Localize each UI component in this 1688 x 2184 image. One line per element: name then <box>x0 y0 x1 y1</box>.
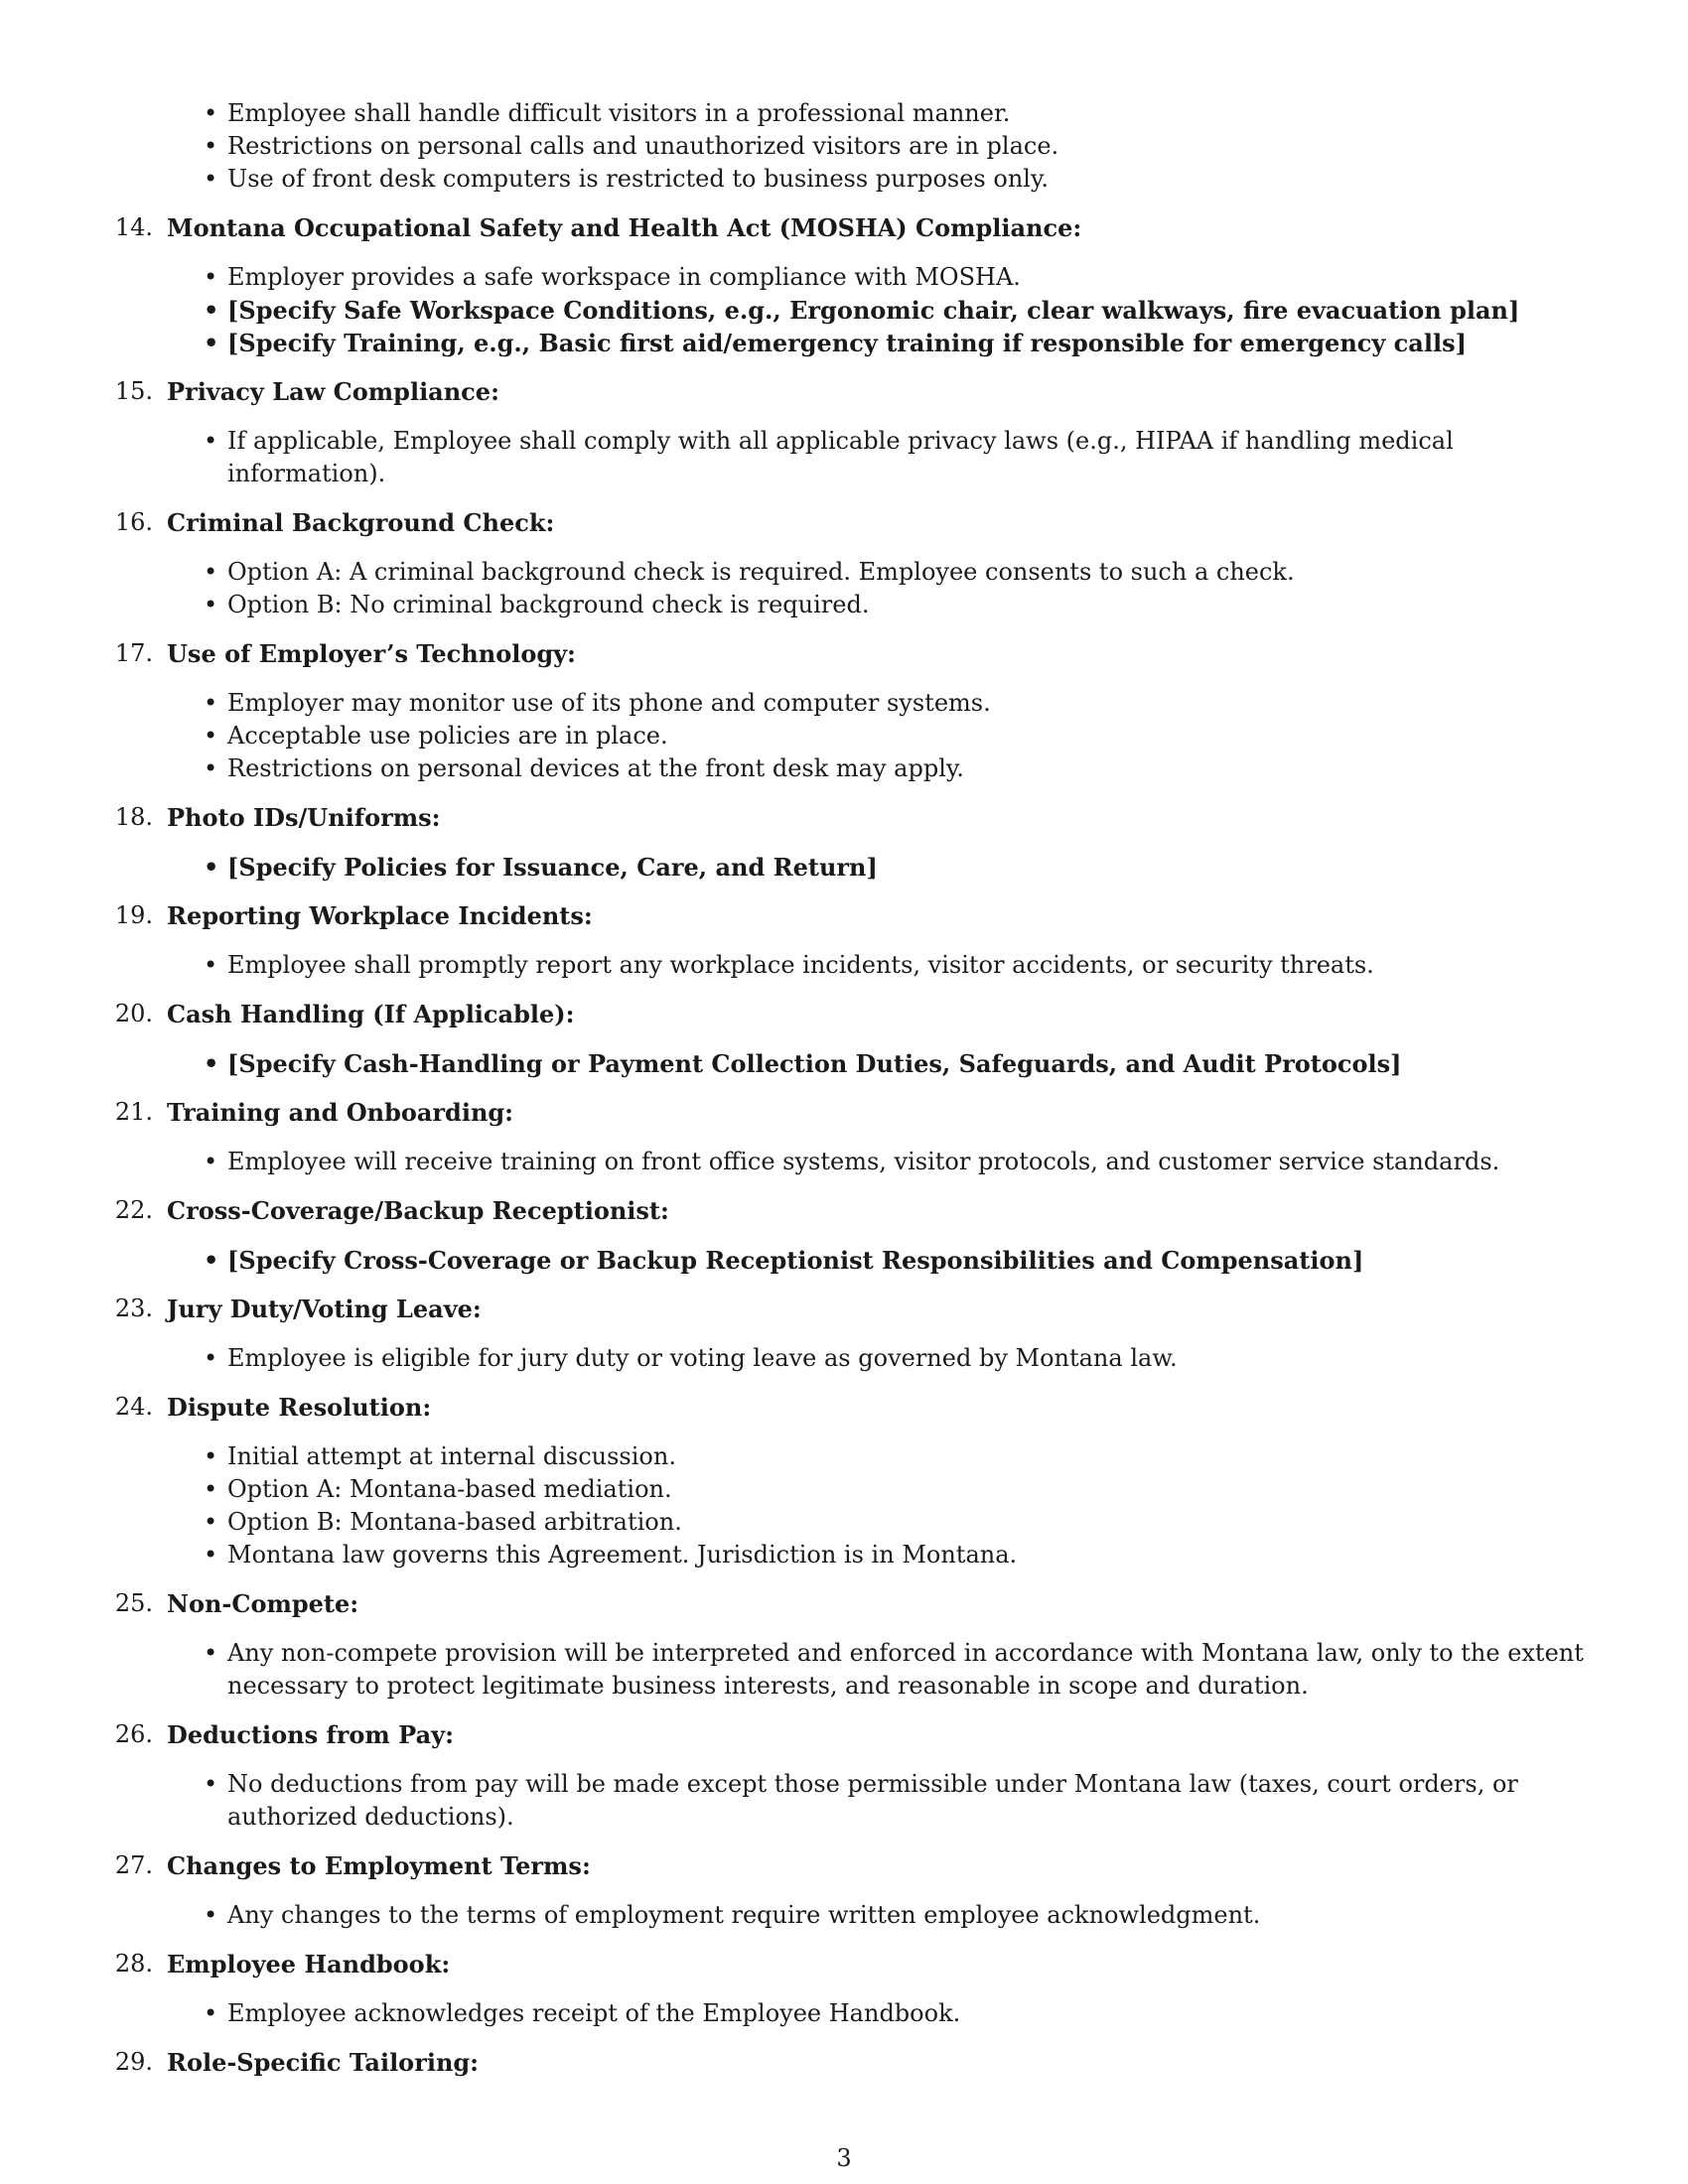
list-item: • Option A: A criminal background check is required. Employee consents to such a check. <box>227 556 1599 589</box>
list-item: • Employee is eligible for jury duty or voting leave as governed by Montana law. <box>227 1342 1599 1375</box>
section-number: 28. <box>114 1950 153 1978</box>
section-title: Privacy Law Compliance: <box>167 377 499 406</box>
section-bullets <box>111 425 1599 490</box>
list-item: • Employer may monitor use of its phone and computer systems. <box>227 687 1599 720</box>
section-bullets <box>111 556 1599 621</box>
section-title: Cash Handling (If Applicable): <box>167 1000 575 1028</box>
section-17 <box>111 637 1599 785</box>
section-bullets <box>111 851 1599 884</box>
section-number: 29. <box>114 2048 153 2076</box>
section-29 <box>111 2046 1599 2079</box>
section-21 <box>111 1096 1599 1178</box>
section-title: Photo IDs/Uniforms: <box>167 803 441 832</box>
list-item: • Use of front desk computers is restricted to business purposes only. <box>227 163 1599 196</box>
section-title: Use of Employer’s Technology: <box>167 639 576 668</box>
section-bullets <box>111 949 1599 982</box>
section-heading <box>111 1718 1599 1751</box>
section-number: 22. <box>114 1196 153 1224</box>
document-body <box>111 97 1599 2079</box>
list-item: • Employee acknowledges receipt of the Employee Handbook. <box>227 1997 1599 2030</box>
section-24 <box>111 1391 1599 1571</box>
section-number: 21. <box>114 1098 153 1126</box>
list-item: • If applicable, Employee shall comply with all applicable privacy laws (e.g., HIPAA if handling medical information). <box>227 425 1599 490</box>
section-heading <box>111 801 1599 834</box>
section-title: Reporting Workplace Incidents: <box>167 901 593 930</box>
list-item: • Option B: Montana-based arbitration. <box>227 1506 1599 1539</box>
placeholder-item: • [Specify Safe Workspace Conditions, e.g., Ergonomic chair, clear walkways, fire evacuation plan] <box>227 294 1599 327</box>
section-number: 24. <box>114 1393 153 1421</box>
section-number: 27. <box>114 1851 153 1879</box>
section-title: Deductions from Pay: <box>167 1720 454 1749</box>
section-heading <box>111 375 1599 408</box>
section-number: 14. <box>114 213 153 241</box>
section-number: 18. <box>114 803 153 831</box>
list-item: • Restrictions on personal devices at the front desk may apply. <box>227 752 1599 785</box>
list-item: • Employee shall promptly report any workplace incidents, visitor accidents, or security threats. <box>227 949 1599 982</box>
section-heading <box>111 1849 1599 1882</box>
section-27 <box>111 1849 1599 1932</box>
section-number: 25. <box>114 1589 153 1617</box>
section-number: 23. <box>114 1295 153 1322</box>
list-item: • Option A: Montana-based mediation. <box>227 1473 1599 1506</box>
section-heading <box>111 1194 1599 1227</box>
section-bullets <box>111 261 1599 359</box>
section-14 <box>111 211 1599 359</box>
section-title: Changes to Employment Terms: <box>167 1851 591 1880</box>
section-number: 16. <box>114 508 153 536</box>
list-item: • Employer provides a safe workspace in compliance with MOSHA. <box>227 261 1599 294</box>
section-bullets <box>111 1244 1599 1277</box>
section-title: Cross-Coverage/Backup Receptionist: <box>167 1196 669 1225</box>
section-number: 17. <box>114 639 153 667</box>
section-heading <box>111 1293 1599 1325</box>
list-item: • Montana law governs this Agreement. Jurisdiction is in Montana. <box>227 1539 1599 1571</box>
section-23 <box>111 1293 1599 1375</box>
section-heading <box>111 899 1599 932</box>
section-title: Dispute Resolution: <box>167 1393 432 1422</box>
section-title: Employee Handbook: <box>167 1950 451 1979</box>
section-bullets <box>111 1637 1599 1703</box>
section-20 <box>111 998 1599 1080</box>
section-bullets <box>111 687 1599 785</box>
section-26 <box>111 1718 1599 1834</box>
numbered-sections <box>111 211 1599 2079</box>
list-item: • Restrictions on personal calls and unauthorized visitors are in place. <box>227 130 1599 163</box>
placeholder-item: • [Specify Cross-Coverage or Backup Receptionist Responsibilities and Compensation] <box>227 1244 1599 1277</box>
section-bullets <box>111 1047 1599 1080</box>
section-heading <box>111 506 1599 539</box>
section-bullets <box>111 1899 1599 1932</box>
section-title: Non-Compete: <box>167 1589 359 1618</box>
list-item: • Any non-compete provision will be interpreted and enforced in accordance with Montana law, only to the extent necessary to protect legitimate business interests, and reasonable in scope and duration. <box>227 1637 1599 1703</box>
section-heading <box>111 1587 1599 1620</box>
section-title: Role-Specific Tailoring: <box>167 2048 480 2077</box>
section-heading <box>111 1948 1599 1980</box>
section-bullets <box>111 1342 1599 1375</box>
page-number: 3 <box>836 2144 852 2172</box>
section-bullets <box>111 1768 1599 1834</box>
section-heading <box>111 637 1599 670</box>
section-18 <box>111 801 1599 884</box>
list-item: • Employee will receive training on front office systems, visitor protocols, and customer service standards. <box>227 1146 1599 1178</box>
section-15 <box>111 375 1599 490</box>
list-item: • Employee shall handle difficult visitors in a professional manner. <box>227 97 1599 130</box>
section-title: Montana Occupational Safety and Health Act (MOSHA) Compliance: <box>167 213 1082 242</box>
section-heading <box>111 2046 1599 2079</box>
section-title: Training and Onboarding: <box>167 1098 514 1127</box>
section-bullets <box>111 1440 1599 1571</box>
section-heading <box>111 1391 1599 1424</box>
list-item: • Any changes to the terms of employment require written employee acknowledgment. <box>227 1899 1599 1932</box>
placeholder-item: • [Specify Training, e.g., Basic first aid/emergency training if responsible for emergency calls] <box>227 327 1599 359</box>
section-title: Criminal Background Check: <box>167 508 555 537</box>
section-16 <box>111 506 1599 621</box>
section-number: 15. <box>114 377 153 405</box>
list-item: • Option B: No criminal background check is required. <box>227 589 1599 621</box>
section-22 <box>111 1194 1599 1277</box>
placeholder-item: • [Specify Cash-Handling or Payment Collection Duties, Safeguards, and Audit Protocols] <box>227 1047 1599 1080</box>
section-bullets <box>111 1146 1599 1178</box>
list-item: • Acceptable use policies are in place. <box>227 720 1599 752</box>
section-title: Jury Duty/Voting Leave: <box>167 1295 482 1323</box>
section-heading <box>111 1096 1599 1129</box>
section-number: 19. <box>114 901 153 929</box>
placeholder-item: • [Specify Policies for Issuance, Care, and Return] <box>227 851 1599 884</box>
list-item: • Initial attempt at internal discussion. <box>227 1440 1599 1473</box>
list-item: • No deductions from pay will be made except those permissible under Montana law (taxes, court orders, or authorized deductions). <box>227 1768 1599 1834</box>
section-number: 26. <box>114 1720 153 1748</box>
section-heading <box>111 211 1599 244</box>
section-number: 20. <box>114 1000 153 1027</box>
section-19 <box>111 899 1599 982</box>
section-28 <box>111 1948 1599 2030</box>
section-25 <box>111 1587 1599 1703</box>
section-heading <box>111 998 1599 1030</box>
continued-list <box>111 97 1599 196</box>
section-bullets <box>111 1997 1599 2030</box>
